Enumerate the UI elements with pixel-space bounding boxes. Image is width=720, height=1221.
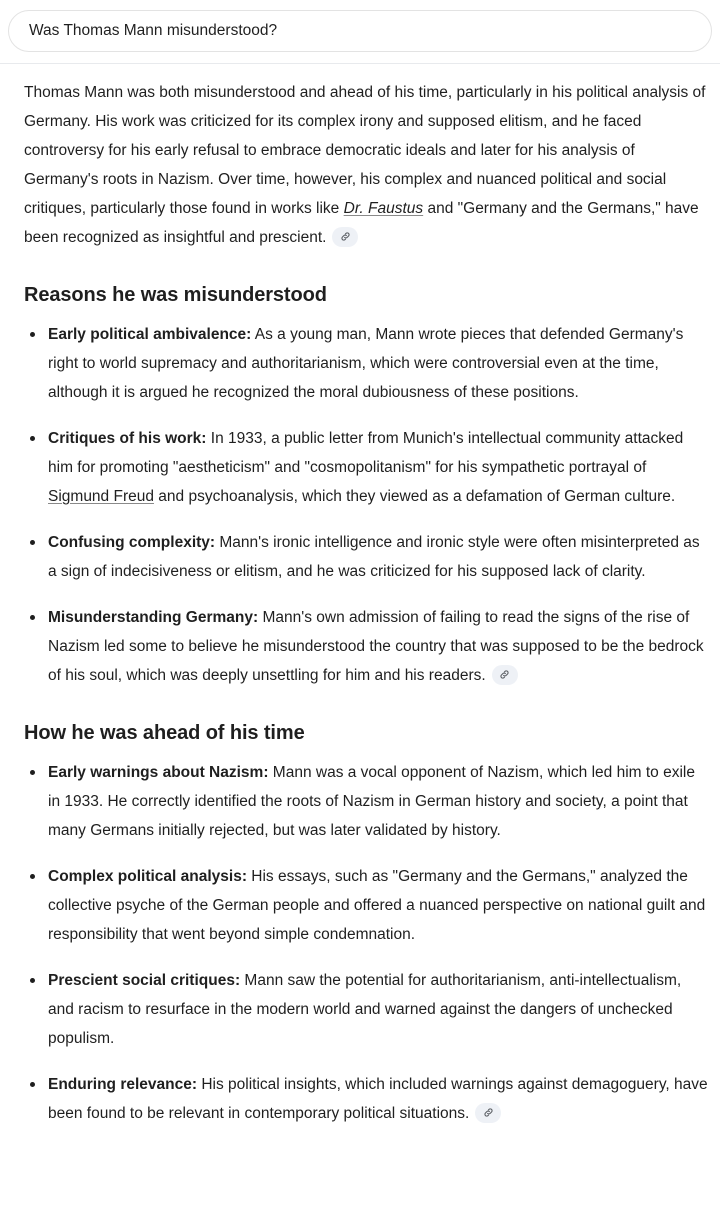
bullet-body: Mann saw the potential for authoritarianism, anti-intellectualism, and racism to resurface in the modern world and warned against the dangers of unchecked populism. <box>48 972 682 1047</box>
link-icon <box>483 1107 494 1118</box>
summary-text-part2: and "Germany and the Germans," have been recognized as insightful and prescient. <box>24 200 699 246</box>
bullet-body-post: and psychoanalysis, which they viewed as a defamation of German culture. <box>153 488 676 505</box>
bullet-lead: Prescient social critiques: <box>48 972 241 989</box>
answer-content <box>0 64 720 1156</box>
answer-page <box>0 10 720 1156</box>
entity-link-sigmund-freud[interactable]: Sigmund Freud <box>48 488 154 505</box>
bullet-list <box>24 758 710 1128</box>
bullet-body: As a young man, Mann wrote pieces that defended Germany's right to world supremacy and authoritarianism, which were controversial even at the time, although it is argued he recognized the moral dubiousness of these positions. <box>48 326 684 401</box>
section-ahead-of-time <box>24 720 710 1128</box>
summary-paragraph <box>24 78 710 252</box>
citation-chip[interactable] <box>492 665 518 685</box>
list-item <box>24 758 710 845</box>
list-item <box>24 1070 710 1128</box>
list-item <box>24 603 710 690</box>
bullet-body: His political insights, which included warnings against demagoguery, have been found to be relevant in contemporary political situations. <box>48 1076 708 1122</box>
bullet-list <box>24 320 710 690</box>
bullet-lead: Misunderstanding Germany: <box>48 609 259 626</box>
search-query-text: Was Thomas Mann misunderstood? <box>29 21 278 39</box>
citation-chip[interactable] <box>332 227 358 247</box>
bullet-body: Mann's own admission of failing to read the signs of the rise of Nazism led some to believe he misunderstood the country that was supposed to be the bedrock of his soul, which was deeply unsettling for him and his readers. <box>48 609 704 684</box>
bullet-lead: Early warnings about Nazism: <box>48 764 269 781</box>
bullet-lead: Early political ambivalence: <box>48 326 252 343</box>
section-heading: Reasons he was misunderstood <box>24 284 327 306</box>
summary-text-part1: Thomas Mann was both misunderstood and ahead of his time, particularly in his political analysis of Germany. His work was criticized for its complex irony and supposed elitism, and he faced controversy for his early refusal to embrace democratic ideals and later for his analysis of Germany's roots in Nazism. Over time, however, his complex and nuanced political and social critiques, particularly those found in works like <box>24 84 706 217</box>
section-heading: How he was ahead of his time <box>24 722 305 744</box>
list-item <box>24 424 710 511</box>
list-item <box>24 320 710 407</box>
work-title-dr-faustus[interactable]: Dr. Faustus <box>343 200 424 217</box>
link-icon <box>499 669 510 680</box>
link-icon <box>340 231 351 242</box>
bullet-lead: Confusing complexity: <box>48 534 216 551</box>
list-item <box>24 528 710 586</box>
section-reasons-misunderstood <box>24 282 710 690</box>
bullet-body: Mann's ironic intelligence and ironic style were often misinterpreted as a sign of indecisiveness or elitism, and he was criticized for his supposed lack of clarity. <box>48 534 700 580</box>
bullet-lead: Critiques of his work: <box>48 430 207 447</box>
bullet-lead: Enduring relevance: <box>48 1076 198 1093</box>
citation-chip[interactable] <box>475 1103 501 1123</box>
list-item <box>24 862 710 949</box>
bullet-lead: Complex political analysis: <box>48 868 247 885</box>
bullet-body-pre: In 1933, a public letter from Munich's intellectual community attacked him for promoting "aestheticism" and "cosmopolitanism" for his sympathetic portrayal of <box>48 430 684 476</box>
search-query-bar[interactable] <box>8 10 712 52</box>
bullet-body: His essays, such as "Germany and the Germans," analyzed the collective psyche of the German people and offered a nuanced perspective on national guilt and responsibility that went beyond simple condemnation. <box>48 868 706 943</box>
bullet-body: Mann was a vocal opponent of Nazism, which led him to exile in 1933. He correctly identified the roots of Nazism in German history and society, a point that many Germans initially rejected, but was later validated by history. <box>48 764 695 839</box>
list-item <box>24 966 710 1053</box>
